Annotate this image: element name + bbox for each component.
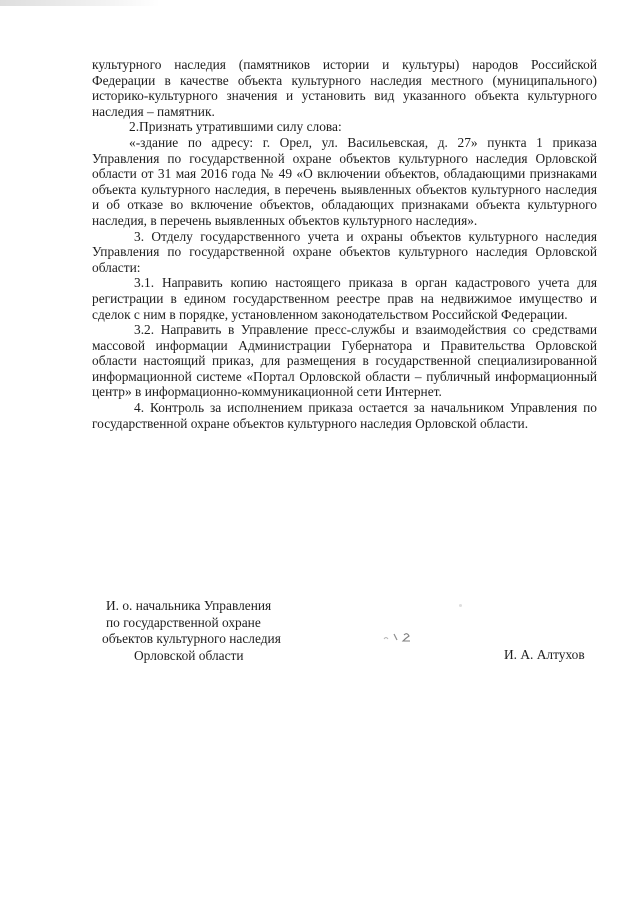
paragraph-item-4: 4. Контроль за исполнением приказа остается за начальником Управления по государственной охране объектов культурного наследия Орловской области. <box>92 400 597 431</box>
scan-speck <box>459 604 462 607</box>
paragraph-continuation: культурного наследия (памятников истории и культуры) народов Российской Федерации в качестве объекта культурного наследия местного (муниципального) историко-культурного значения и установить вид указанного объекта культурного наследия – памятник. <box>92 57 597 119</box>
paragraph-item-3-2: 3.2. Направить в Управление пресс-службы и взаимодействия со средствами массовой информации Администрации Губернатора и Правительства Орловской области настоящий приказ, для размещения в государственной специализированной информационной системе «Портал Орловской области – публичный информационный центр» в информационно-коммуникационной сети Интернет. <box>92 322 597 400</box>
paragraph-item-3-1: 3.1. Направить копию настоящего приказа в орган кадастрового учета для регистрации в едином государственном реестре прав на недвижимое имущество и сделок с ним в порядке, установленном законодательством Российской Федерации. <box>92 275 597 322</box>
handwritten-signature-mark <box>382 628 416 644</box>
paragraph-item-2: 2.Признать утратившими силу слова: <box>129 119 342 135</box>
signature-position-line: И. о. начальника Управления <box>106 598 272 613</box>
scan-artifact <box>0 0 160 6</box>
signature-position-line: по государственной охране <box>106 614 261 630</box>
signature-position-line: объектов культурного наследия <box>102 631 281 646</box>
signatory-name: И. А. Алтухов <box>504 647 585 662</box>
signature-position-block <box>102 598 281 664</box>
paragraph-quote: «-здание по адресу: г. Орел, ул. Васильевская, д. 27» пункта 1 приказа Управления по государственной охране объектов культурного наследия Орловской области от 31 мая 2016 года № 49 «О включении объектов, обладающими признаками объекта культурного наследия, в перечень выявленных объектов культурного наследия и об отказе во включение объектов, обладающих признаками объекта культурного наследия, в перечень выявленных объектов культурного наследия». <box>92 134 597 228</box>
signature-position-line: Орловской области <box>134 647 244 663</box>
document-body <box>92 57 597 431</box>
paragraph-item-3: 3. Отделу государственного учета и охраны объектов культурного наследия Управления по государственной охране объектов культурного наследия Орловской области: <box>92 228 597 275</box>
